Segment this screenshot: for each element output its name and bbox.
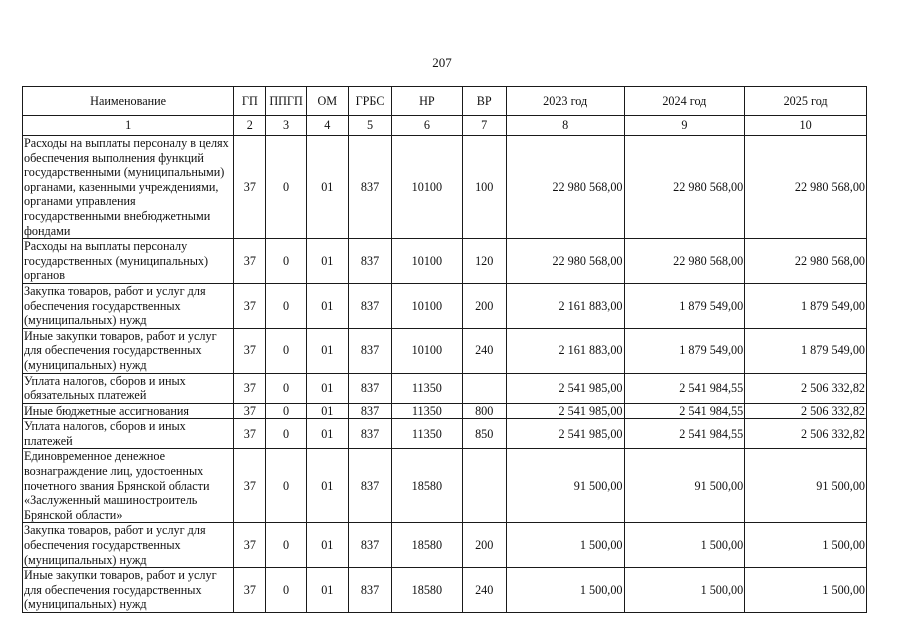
- header-2025: 2025 год: [745, 87, 867, 116]
- row-amount-2025: 1 879 549,00: [745, 328, 867, 373]
- row-name: Иные закупки товаров, работ и услуг для обеспечения государственных (муниципальных) нужд: [23, 328, 234, 373]
- row-om: 01: [306, 449, 348, 523]
- row-ppgp: 0: [266, 523, 306, 568]
- row-gp: 37: [234, 328, 266, 373]
- row-om: 01: [306, 419, 348, 449]
- row-name: Расходы на выплаты персоналу в целях обеспечения выполнения функций государственными (муниципальными) органами, казенными учреждениями, органами управления государственными внебюджетными фондами: [23, 136, 234, 239]
- row-ppgp: 0: [266, 136, 306, 239]
- row-vr: 200: [462, 523, 506, 568]
- row-nr: 11350: [392, 373, 462, 403]
- row-ppgp: 0: [266, 419, 306, 449]
- row-nr: 10100: [392, 283, 462, 328]
- row-amount-2025: 22 980 568,00: [745, 239, 867, 284]
- table-row: [23, 136, 867, 239]
- row-amount-2024: 91 500,00: [624, 449, 745, 523]
- row-ppgp: 0: [266, 239, 306, 284]
- row-gp: 37: [234, 373, 266, 403]
- row-gp: 37: [234, 449, 266, 523]
- row-om: 01: [306, 523, 348, 568]
- column-number: 2: [234, 116, 266, 136]
- table-row: [23, 373, 867, 403]
- row-grbs: 837: [348, 136, 391, 239]
- row-amount-2024: 2 541 984,55: [624, 419, 745, 449]
- row-om: 01: [306, 568, 348, 613]
- row-nr: 18580: [392, 449, 462, 523]
- row-gp: 37: [234, 568, 266, 613]
- row-vr: 200: [462, 283, 506, 328]
- row-ppgp: 0: [266, 449, 306, 523]
- column-number: 10: [745, 116, 867, 136]
- row-name: Уплата налогов, сборов и иных обязательных платежей: [23, 373, 234, 403]
- row-nr: 11350: [392, 403, 462, 419]
- column-number: 4: [306, 116, 348, 136]
- row-amount-2025: 22 980 568,00: [745, 136, 867, 239]
- row-amount-2025: 1 500,00: [745, 568, 867, 613]
- row-om: 01: [306, 373, 348, 403]
- header-2023: 2023 год: [506, 87, 624, 116]
- row-amount-2024: 2 541 984,55: [624, 403, 745, 419]
- row-ppgp: 0: [266, 328, 306, 373]
- header-ppgp: ППГП: [266, 87, 306, 116]
- table-row: [23, 328, 867, 373]
- row-amount-2023: 2 541 985,00: [506, 373, 624, 403]
- row-om: 01: [306, 136, 348, 239]
- row-ppgp: 0: [266, 403, 306, 419]
- row-gp: 37: [234, 419, 266, 449]
- row-name: Закупка товаров, работ и услуг для обеспечения государственных (муниципальных) нужд: [23, 283, 234, 328]
- header-nr: НР: [392, 87, 462, 116]
- row-nr: 10100: [392, 328, 462, 373]
- row-amount-2023: 2 161 883,00: [506, 283, 624, 328]
- row-name: Расходы на выплаты персоналу государственных (муниципальных) органов: [23, 239, 234, 284]
- row-grbs: 837: [348, 328, 391, 373]
- row-gp: 37: [234, 283, 266, 328]
- header-om: ОМ: [306, 87, 348, 116]
- row-om: 01: [306, 403, 348, 419]
- row-amount-2024: 22 980 568,00: [624, 239, 745, 284]
- table-row: [23, 283, 867, 328]
- row-grbs: 837: [348, 373, 391, 403]
- table-row: [23, 449, 867, 523]
- column-number: 6: [392, 116, 462, 136]
- header-name: Наименование: [23, 87, 234, 116]
- column-number: 8: [506, 116, 624, 136]
- row-gp: 37: [234, 136, 266, 239]
- row-amount-2024: 2 541 984,55: [624, 373, 745, 403]
- row-grbs: 837: [348, 419, 391, 449]
- row-amount-2025: 2 506 332,82: [745, 373, 867, 403]
- row-nr: 18580: [392, 568, 462, 613]
- row-amount-2023: 91 500,00: [506, 449, 624, 523]
- column-number: 5: [348, 116, 391, 136]
- table-row: [23, 523, 867, 568]
- table-row: [23, 403, 867, 419]
- row-gp: 37: [234, 403, 266, 419]
- row-name: Единовременное денежное вознаграждение лиц, удостоенных почетного звания Брянской области «Заслуженный машиностроитель Брянской области»: [23, 449, 234, 523]
- row-grbs: 837: [348, 449, 391, 523]
- row-amount-2023: 1 500,00: [506, 523, 624, 568]
- row-grbs: 837: [348, 568, 391, 613]
- row-amount-2023: 1 500,00: [506, 568, 624, 613]
- row-amount-2024: 1 500,00: [624, 523, 745, 568]
- column-number: 3: [266, 116, 306, 136]
- row-amount-2023: 2 541 985,00: [506, 419, 624, 449]
- row-vr: 120: [462, 239, 506, 284]
- row-amount-2025: 2 506 332,82: [745, 403, 867, 419]
- row-vr: [462, 449, 506, 523]
- table-row: [23, 568, 867, 613]
- table-row: [23, 419, 867, 449]
- row-vr: 240: [462, 328, 506, 373]
- row-grbs: 837: [348, 403, 391, 419]
- row-amount-2025: 91 500,00: [745, 449, 867, 523]
- row-name: Закупка товаров, работ и услуг для обеспечения государственных (муниципальных) нужд: [23, 523, 234, 568]
- row-amount-2023: 22 980 568,00: [506, 136, 624, 239]
- row-name: Иные бюджетные ассигнования: [23, 403, 234, 419]
- row-amount-2025: 1 500,00: [745, 523, 867, 568]
- row-amount-2024: 1 500,00: [624, 568, 745, 613]
- row-gp: 37: [234, 239, 266, 284]
- row-amount-2023: 2 161 883,00: [506, 328, 624, 373]
- page-number: 207: [432, 55, 452, 70]
- row-name: Уплата налогов, сборов и иных платежей: [23, 419, 234, 449]
- budget-table: [22, 86, 867, 613]
- row-grbs: 837: [348, 283, 391, 328]
- row-amount-2025: 1 879 549,00: [745, 283, 867, 328]
- row-amount-2023: 22 980 568,00: [506, 239, 624, 284]
- row-nr: 11350: [392, 419, 462, 449]
- row-amount-2024: 22 980 568,00: [624, 136, 745, 239]
- row-name: Иные закупки товаров, работ и услуг для обеспечения государственных (муниципальных) нужд: [23, 568, 234, 613]
- header-vr: ВР: [462, 87, 506, 116]
- row-om: 01: [306, 328, 348, 373]
- row-vr: 100: [462, 136, 506, 239]
- row-amount-2024: 1 879 549,00: [624, 283, 745, 328]
- column-number-row: [23, 116, 867, 136]
- row-ppgp: 0: [266, 283, 306, 328]
- header-grbs: ГРБС: [348, 87, 391, 116]
- column-number: 9: [624, 116, 745, 136]
- row-ppgp: 0: [266, 568, 306, 613]
- column-number: 7: [462, 116, 506, 136]
- header-gp: ГП: [234, 87, 266, 116]
- row-amount-2024: 1 879 549,00: [624, 328, 745, 373]
- row-grbs: 837: [348, 239, 391, 284]
- row-ppgp: 0: [266, 373, 306, 403]
- row-gp: 37: [234, 523, 266, 568]
- header-2024: 2024 год: [624, 87, 745, 116]
- row-om: 01: [306, 239, 348, 284]
- row-amount-2023: 2 541 985,00: [506, 403, 624, 419]
- header-row: [23, 87, 867, 116]
- row-vr: 850: [462, 419, 506, 449]
- row-nr: 10100: [392, 239, 462, 284]
- row-nr: 18580: [392, 523, 462, 568]
- table-row: [23, 239, 867, 284]
- row-grbs: 837: [348, 523, 391, 568]
- row-vr: 800: [462, 403, 506, 419]
- row-vr: [462, 373, 506, 403]
- row-vr: 240: [462, 568, 506, 613]
- row-om: 01: [306, 283, 348, 328]
- row-amount-2025: 2 506 332,82: [745, 419, 867, 449]
- row-nr: 10100: [392, 136, 462, 239]
- column-number: 1: [23, 116, 234, 136]
